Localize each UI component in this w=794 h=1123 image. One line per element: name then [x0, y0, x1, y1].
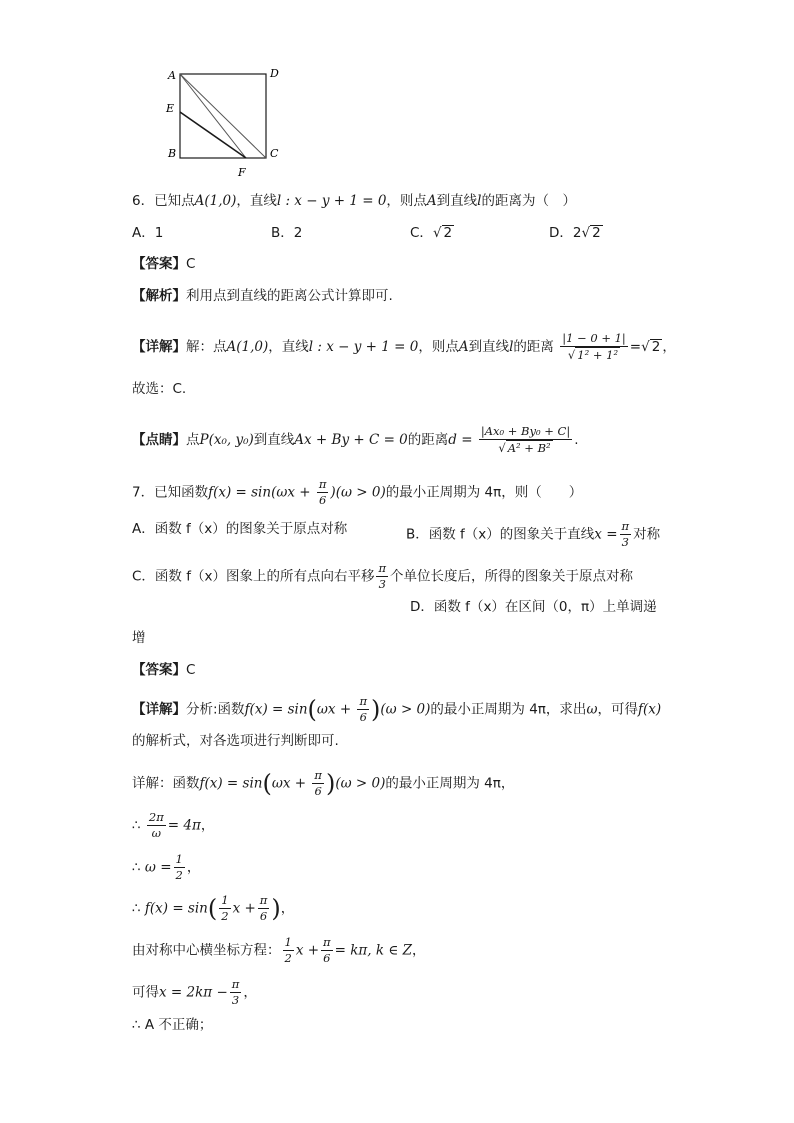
- q7-step5: 可得x = 2kπ − $\frac{\pi}{3}$ ，: [132, 977, 257, 1007]
- q7-step6: ∴ A 不正确；: [132, 1017, 213, 1033]
- label-c: C: [270, 147, 279, 160]
- q6-option-b: B．2: [271, 225, 303, 241]
- label-b: B: [168, 147, 177, 160]
- segment-ef: [180, 112, 246, 158]
- q6-tip: 【点睛】点P(x₀, y₀)到直线Ax + By + C = 0的距离d = $\frac{\text{|Ax₀ + By₀ + C|}}{\text{√ A² + B²}}$ .: [132, 424, 579, 455]
- q7-step1: ∴ $\frac{2\pi}{\omega}$ = 4π，: [132, 810, 215, 840]
- geometry-figure: [160, 62, 290, 182]
- q7-step2: ∴ ω = $\frac{1}{2}$ ，: [132, 852, 201, 882]
- q6-option-a: A．1: [132, 225, 164, 241]
- q7-answer: 【答案】C: [132, 662, 196, 678]
- label-d: D: [270, 67, 279, 80]
- q7-option-c: C．函数 f（x）图象上的所有点向右平移 $\frac{\pi}{3}$ 个单位长度后，所得的图象关于原点对称: [132, 561, 634, 591]
- q7-option-a: A．函数 f（x）的图象关于原点对称: [132, 521, 348, 537]
- distance-formula-fraction: $\frac{\text{|Ax₀ + By₀ + C|}}{\text{√ A² + B²}}$: [480, 424, 571, 455]
- q7-option-d-wrap: 增: [132, 630, 146, 646]
- q6-option-d: D．2√ 2: [549, 225, 601, 241]
- label-f: F: [238, 166, 246, 179]
- q6-choose: 故选：C.: [132, 381, 187, 397]
- q6-analysis: 【解析】利用点到直线的距离公式计算即可.: [132, 288, 393, 304]
- q7-step3: ∴ f(x) = sin( $\frac{1}{2}$ x + $\frac{\pi}{6}$ )，: [132, 893, 295, 923]
- segment-af: [180, 74, 246, 158]
- q6-stem: 6．已知点A(1,0)，直线l : x − y + 1 = 0，则点A到直线l的距离为（ ）: [132, 193, 576, 209]
- q7-analysis-line2: 的解析式，对各选项进行判断即可.: [132, 733, 339, 749]
- q7-detail: 详解：函数f(x) = sin(ωx + $\frac{\pi}{6}$ )(ω > 0)的最小正周期为 4π，: [132, 768, 515, 798]
- label-a: A: [168, 69, 176, 82]
- q7-option-b: B．函数 f（x）的图象关于直线x = $\frac{\pi}{3}$ 对称: [406, 519, 661, 549]
- segment-ac: [180, 74, 266, 158]
- distance-fraction: $\frac{|1 - 0 + 1|}{\text{√ 1² + 1²}}$: [562, 331, 626, 362]
- q7-stem: 7．已知函数f(x) = sin(ωx + $\frac{\pi}{6}$ )(ω > 0)的最小正周期为 4π，则（ ）: [132, 477, 583, 507]
- q7-option-d: D．函数 f（x）在区间（0，π）上单调递: [410, 599, 657, 615]
- q6-detail: 【详解】解：点A(1,0)，直线l : x − y + 1 = 0，则点A到直线l的距离 $\frac{|1 - 0 + 1|}{\text{√ 1² + 1²}}$ =√ 2 ，: [132, 331, 676, 362]
- label-e: E: [166, 102, 175, 115]
- q7-step4: 由对称中心横坐标方程： $\frac{1}{2}$ x + $\frac{\pi}{6}$ = kπ, k ∈ Z，: [132, 935, 426, 965]
- q7-analysis: 【详解】分析:函数f(x) = sin(ωx + $\frac{\pi}{6}$ )(ω > 0)的最小正周期为 4π，求出ω，可得f(x): [132, 694, 662, 724]
- q6-answer: 【答案】C: [132, 256, 196, 272]
- q6-option-c: C．√ 2: [410, 225, 453, 241]
